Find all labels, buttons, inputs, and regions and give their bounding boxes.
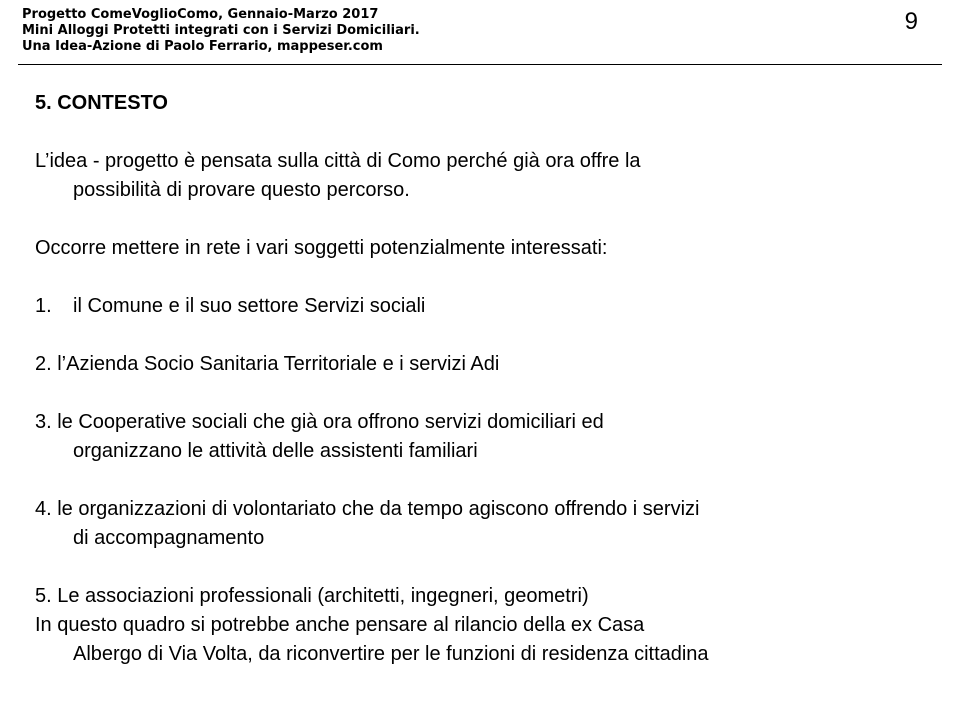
closing-paragraph <box>35 611 915 669</box>
slide-body <box>35 89 915 669</box>
header-divider <box>18 64 942 65</box>
header-line-project: Progetto ComeVoglioComo, Gennaio-Marzo 2017 <box>22 7 379 22</box>
closing-line-2: Albergo di Via Volta, da riconvertire per le funzioni di residenza cittadina <box>73 643 709 665</box>
header-line-author: Una Idea-Azione di Paolo Ferrario, mappeser.com <box>22 39 383 54</box>
list-item-4 <box>35 495 915 553</box>
list-number-1: 1. <box>35 295 52 317</box>
section-title: 5. CONTESTO <box>35 92 168 114</box>
closing-line-1: In questo quadro si potrebbe anche pensare al rilancio della ex Casa <box>35 614 645 636</box>
list-item-3-line-1: 3. le Cooperative sociali che già ora offrono servizi domiciliari ed <box>35 411 604 433</box>
network-paragraph: Occorre mettere in rete i vari soggetti potenzialmente interessati: <box>35 237 608 259</box>
list-item-4-line-2: di accompagnamento <box>73 527 265 549</box>
list-item-1 <box>35 292 915 321</box>
list-item-3-line-2: organizzano le attività delle assistenti familiari <box>73 440 478 462</box>
intro-line-1: L’idea - progetto è pensata sulla città di Como perché già ora offre la <box>35 150 641 172</box>
header-line-subtitle: Mini Alloggi Protetti integrati con i Servizi Domiciliari. <box>22 23 420 38</box>
page-number: 9 <box>904 8 918 35</box>
list-item-2: 2. l’Azienda Socio Sanitaria Territoriale e i servizi Adi <box>35 353 500 375</box>
intro-paragraph <box>35 147 915 205</box>
intro-line-2: possibilità di provare questo percorso. <box>73 179 410 201</box>
slide-header <box>22 7 420 55</box>
list-item-4-line-1: 4. le organizzazioni di volontariato che da tempo agiscono offrendo i servizi <box>35 498 700 520</box>
list-text-1: il Comune e il suo settore Servizi sociali <box>73 295 426 317</box>
list-item-5: 5. Le associazioni professionali (architetti, ingegneri, geometri) <box>35 585 589 607</box>
list-item-3 <box>35 408 915 466</box>
